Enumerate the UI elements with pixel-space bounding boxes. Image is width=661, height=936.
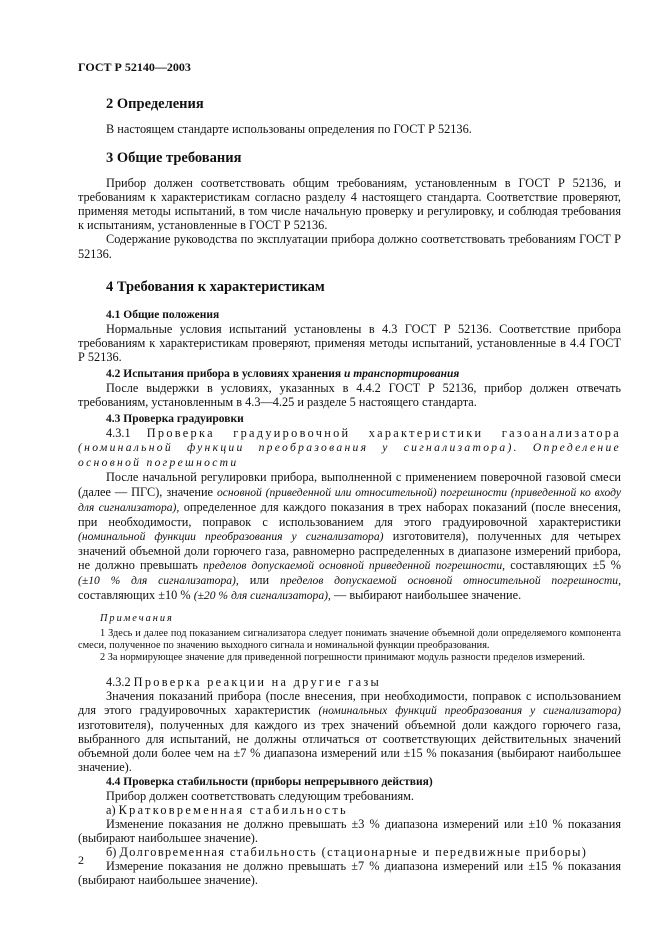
section-4-4-a-heading xyxy=(78,803,621,817)
item-b-spaced-title: Долговременная стабильность (стационарные и передвижные приборы) xyxy=(119,844,588,859)
section-4-3-title: 4.3 Проверка градуировки xyxy=(106,413,244,426)
text-run: — выбирают наибольшее значение. xyxy=(333,588,522,603)
text-run-italic: (номинальной функции преобразования у сигнализатора) xyxy=(78,529,384,543)
text-run: изготовителя), полученных для четырех значений объемной доли горючего газа, равномерно распределенных в диапазоне измерений прибора, не должно превышать xyxy=(78,528,621,572)
section-4-2-title xyxy=(78,367,621,381)
section-4-2-text: После выдержки в условиях, указанных в 4.4.2 ГОСТ Р 52136, прибор должен отвечать требованиям, установленным в 4.3—4.25 и разделе 5 настоящего стандарта. xyxy=(78,380,621,410)
text-run: составляющих ±10 % xyxy=(78,588,191,603)
notes-title: Примечания xyxy=(100,613,174,625)
section-4-title: 4 Требования к характеристикам xyxy=(106,278,325,295)
section-2-text: В настоящем стандарте использованы определения по ГОСТ Р 52136. xyxy=(106,122,472,136)
text-run-italic: основной (приведенной или относительной) погрешности (приведенной ко входу для сигнализатора), xyxy=(78,485,621,514)
text-run-italic: пределов допускаемой основной приведенной погрешности, xyxy=(203,558,506,572)
section-4-3-2-heading xyxy=(78,675,621,689)
item-b-label: б) xyxy=(106,844,117,859)
note-1: 1 Здесь и далее под показанием сигнализатора следует понимать значение объемной доли определяемого компонента смеси, полученное по значению выходного сигнала и номинальной функции преобразования. xyxy=(78,627,621,652)
running-header: ГОСТ Р 52140—2003 xyxy=(78,60,191,74)
section-4-4-b-text: Измерение показания не должно превышать ±7 % диапазона измерений или ±15 % показания (выбирают наибольшее значение). xyxy=(78,859,621,888)
text-run: изготовителя), полученных для каждого из трех значений объемной доли каждого горючего газа, выбранного для испытаний, не должны отличаться от соответствующих действительных значений объемной доли более чем на ±7 % диапазона измерений или ±15 % показания (выбирают наибольшее значение). xyxy=(78,718,621,775)
section-4-1-title: 4.1 Общие положения xyxy=(106,308,220,321)
section-4-3-2-spaced-title: Проверка реакции на другие газы xyxy=(133,674,382,689)
section-4-4-intro: Прибор должен соответствовать следующим требованиям. xyxy=(106,788,414,803)
text-run: определенное для каждого показания в трех наборах показаний (после внесения, при необходимости, поправок с использованием для этого градуировочной характеристики xyxy=(78,499,621,529)
section-4-3-1-italic-title: (номинальной функции преобразования у сигнализатора). Определение основной погрешности xyxy=(78,441,621,470)
text-run: составляющих ±5 % xyxy=(510,557,621,572)
section-4-4-a-text: Изменение показания не должно превышать ±3 % диапазона измерений или ±10 % показания (выбирают наибольшее значение). xyxy=(78,816,621,845)
section-3-para-1: Прибор должен соответствовать общим требованиям, установленным в ГОСТ Р 52136, и требованиям к характеристикам согласно разделу 4 настоящего стандарта. Соответствие проверяют, применяя методы испытаний, в том числе начальную проверку и регулировку, и соблюдая требования к испытаниям, установленные в ГОСТ Р 52136. xyxy=(78,176,621,233)
text-run-italic: (±10 % для сигнализатора), xyxy=(78,574,239,588)
section-4-3-1-number: 4.3.1 xyxy=(106,426,131,441)
section-4-3-2-number: 4.3.2 xyxy=(106,674,131,689)
item-a-spaced-title: Кратковременная стабильность xyxy=(118,802,348,817)
section-3-title: 3 Общие требования xyxy=(106,150,242,167)
section-4-4-b-heading xyxy=(78,845,621,859)
item-a-label: а) xyxy=(106,802,116,817)
text-run-italic: (±20 % для сигнализатора), xyxy=(193,589,331,603)
section-4-3-1-text xyxy=(78,470,621,603)
text-run: или xyxy=(249,573,270,588)
section-3-para-2: Содержание руководства по эксплуатации прибора должно соответствовать требованиям ГОСТ Р 52136. xyxy=(78,232,621,261)
section-4-1-text: Нормальные условия испытаний установлены в 4.3 ГОСТ Р 52136. Соответствие прибора требованиям к характеристикам проверяют, применяя методы испытаний, установленные в 4.4 ГОСТ Р 52136. xyxy=(78,321,621,364)
section-4-2-title-italic: и транспортирования xyxy=(343,367,460,380)
section-4-3-1-heading xyxy=(78,426,621,470)
section-4-3-2-text xyxy=(78,689,621,775)
notes-block xyxy=(78,613,621,665)
section-4-4-title: 4.4 Проверка стабильности (приборы непрерывного действия) xyxy=(106,775,433,788)
text-run-italic: пределов допускаемой основной относительной погрешности, xyxy=(280,574,621,588)
text-run: Значения показаний прибора (после внесения, при необходимости, поправок с использованием для этого градуировочных характеристик xyxy=(78,688,621,718)
section-4-3-1-spaced-title: Проверка градуировочной характеристики газоанализатора xyxy=(146,426,622,441)
text-run: После начальной регулировки прибора, выполненной с применением поверочной газовой смеси (далее — ПГС), значение xyxy=(78,470,621,499)
section-2-title: 2 Определения xyxy=(106,96,204,112)
section-4-2-title-main: 4.2 Испытания прибора в условиях хранения xyxy=(106,367,342,380)
text-run-italic: (номинальных функций преобразования у сигнализатора) xyxy=(318,704,621,718)
note-2: 2 За нормирующее значение для приведенной погрешности принимают модуль разности пределов измерений. xyxy=(100,652,585,664)
page-number: 2 xyxy=(78,853,84,867)
